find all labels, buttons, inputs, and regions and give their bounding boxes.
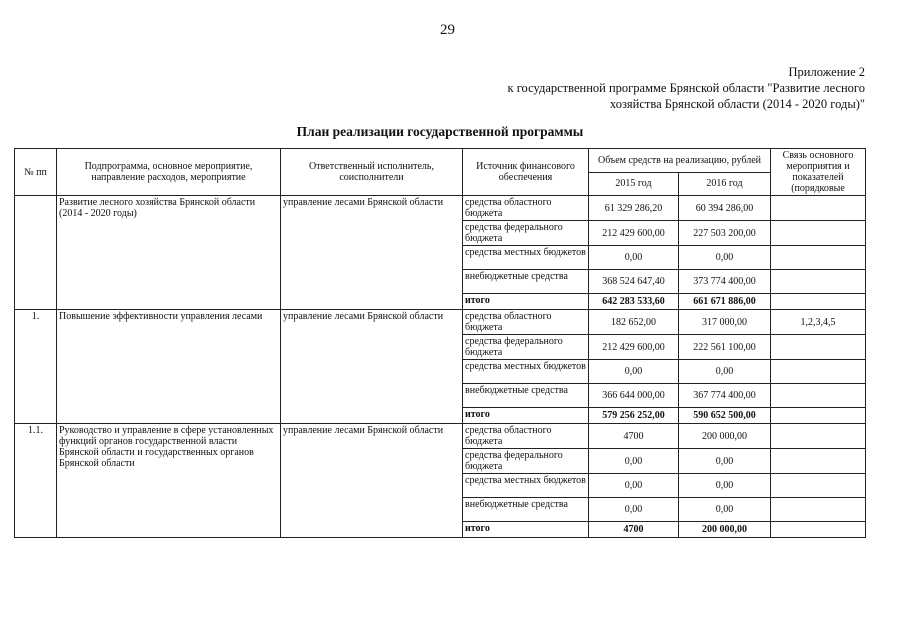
row-amount-y2015: 642 283 533,60 (589, 294, 679, 310)
row-amount-y2015: 4700 (589, 522, 679, 538)
row-executor: управление лесами Брянской области (281, 310, 463, 424)
row-number (15, 196, 57, 310)
row-link (771, 335, 866, 360)
header-year-2015: 2015 год (589, 172, 679, 196)
row-source: итого (463, 294, 589, 310)
row-link (771, 522, 866, 538)
row-link: 1,2,3,4,5 (771, 310, 866, 335)
row-amount-y2015: 212 429 600,00 (589, 335, 679, 360)
header-link: Связь основного мероприятия и показателей (порядковые (771, 149, 866, 196)
table-row (15, 424, 866, 449)
row-link (771, 294, 866, 310)
row-source: средства федерального бюджета (463, 449, 589, 474)
row-amount-y2015: 368 524 647,40 (589, 270, 679, 294)
row-link (771, 498, 866, 522)
row-link (771, 196, 866, 221)
row-link (771, 360, 866, 384)
row-amount-y2016: 60 394 286,00 (679, 196, 771, 221)
row-source: внебюджетные средства (463, 270, 589, 294)
row-amount-y2016: 367 774 400,00 (679, 384, 771, 408)
row-source: внебюджетные средства (463, 384, 589, 408)
row-amount-y2015: 212 429 600,00 (589, 221, 679, 246)
row-executor: управление лесами Брянской области (281, 196, 463, 310)
row-link (771, 424, 866, 449)
row-amount-y2015: 182 652,00 (589, 310, 679, 335)
appendix-line-1: Приложение 2 (788, 65, 865, 79)
row-amount-y2015: 579 256 252,00 (589, 408, 679, 424)
plan-table (14, 148, 866, 538)
header-subprogram: Подпрограмма, основное мероприятие, направление расходов, мероприятие (57, 149, 281, 196)
row-amount-y2016: 222 561 100,00 (679, 335, 771, 360)
row-amount-y2015: 0,00 (589, 246, 679, 270)
row-subprogram: Развитие лесного хозяйства Брянской области (2014 - 2020 годы) (57, 196, 281, 310)
row-amount-y2016: 373 774 400,00 (679, 270, 771, 294)
row-link (771, 384, 866, 408)
row-amount-y2016: 661 671 886,00 (679, 294, 771, 310)
row-amount-y2016: 200 000,00 (679, 424, 771, 449)
document-title: План реализации государственной программы (296, 124, 584, 139)
row-amount-y2015: 0,00 (589, 474, 679, 498)
row-subprogram: Повышение эффективности управления лесами (57, 310, 281, 424)
header-year-2016: 2016 год (679, 172, 771, 196)
header-source: Источник финансового обеспечения (463, 149, 589, 196)
row-number: 1.1. (15, 424, 57, 538)
row-source: средства местных бюджетов (463, 474, 589, 498)
row-amount-y2015: 61 329 286,20 (589, 196, 679, 221)
page-number: 29 (440, 22, 455, 38)
row-source: средства областного бюджета (463, 310, 589, 335)
row-amount-y2016: 0,00 (679, 246, 771, 270)
row-source: итого (463, 522, 589, 538)
row-source: средства местных бюджетов (463, 360, 589, 384)
appendix-line-3: хозяйства Брянской области (2014 - 2020 годы)" (609, 97, 865, 111)
row-amount-y2016: 200 000,00 (679, 522, 771, 538)
appendix-note (508, 64, 865, 112)
row-amount-y2016: 227 503 200,00 (679, 221, 771, 246)
row-amount-y2016: 0,00 (679, 449, 771, 474)
header-no: № пп (15, 149, 57, 196)
row-amount-y2015: 0,00 (589, 449, 679, 474)
row-amount-y2015: 366 644 000,00 (589, 384, 679, 408)
row-amount-y2015: 0,00 (589, 498, 679, 522)
row-link (771, 474, 866, 498)
row-amount-y2015: 0,00 (589, 360, 679, 384)
appendix-line-2: к государственной программе Брянской области "Развитие лесного (507, 81, 865, 95)
plan-table-body (15, 196, 866, 538)
row-source: средства областного бюджета (463, 424, 589, 449)
header-volume: Объем средств на реализацию, рублей (589, 149, 771, 173)
row-link (771, 449, 866, 474)
row-source: средства федерального бюджета (463, 221, 589, 246)
table-row (15, 196, 866, 221)
row-link (771, 221, 866, 246)
row-amount-y2016: 0,00 (679, 360, 771, 384)
row-amount-y2016: 317 000,00 (679, 310, 771, 335)
header-executor: Ответственный исполнитель, соисполнители (281, 149, 463, 196)
row-amount-y2016: 0,00 (679, 498, 771, 522)
row-executor: управление лесами Брянской области (281, 424, 463, 538)
row-subprogram: Руководство и управление в сфере установленных функций органов государственной власти Брянской области и государственных органов Брянской области (57, 424, 281, 538)
row-link (771, 270, 866, 294)
row-source: внебюджетные средства (463, 498, 589, 522)
row-amount-y2016: 590 652 500,00 (679, 408, 771, 424)
row-source: средства местных бюджетов (463, 246, 589, 270)
row-number: 1. (15, 310, 57, 424)
row-link (771, 246, 866, 270)
row-amount-y2016: 0,00 (679, 474, 771, 498)
row-source: итого (463, 408, 589, 424)
row-source: средства областного бюджета (463, 196, 589, 221)
row-amount-y2015: 4700 (589, 424, 679, 449)
row-source: средства федерального бюджета (463, 335, 589, 360)
table-row (15, 310, 866, 335)
row-link (771, 408, 866, 424)
